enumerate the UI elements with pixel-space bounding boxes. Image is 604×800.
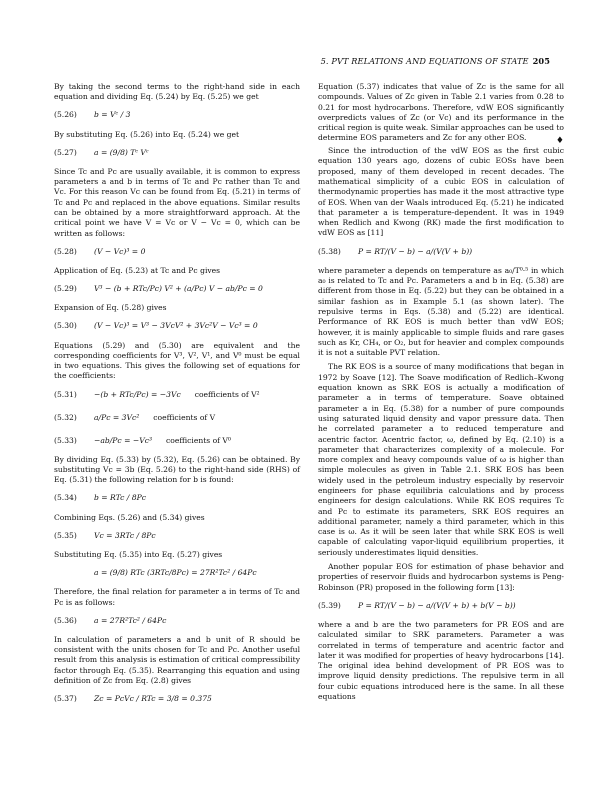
equation-note: coefficients of V² (194, 389, 260, 399)
equation-number: (5.34) (54, 493, 77, 503)
running-title: 5. PVT RELATIONS AND EQUATIONS OF STATE (320, 56, 529, 66)
equation-number: (5.33) (54, 435, 77, 445)
equation-body: V³ − (b + RTc/Pc) V² + (a/Pc) V − ab/Pc = 0 (94, 284, 263, 294)
left-column (54, 82, 300, 713)
paragraph: By taking the second terms to the right-hand side in each equation and dividing Eq. (5.24) by Eq. (5.25) we get (54, 82, 300, 102)
equation-number: (5.27) (54, 147, 77, 157)
equation-5-32 (54, 409, 300, 427)
equation-body: (V − Vc)³ = V³ − 3VcV² + 3Vc²V − Vc³ = 0 (94, 321, 258, 331)
equation-5-26 (54, 107, 300, 125)
running-head (321, 56, 550, 66)
paragraph: Application of Eq. (5.23) at Tc and Pc gives (54, 265, 221, 275)
paragraph: Equations (5.29) and (5.30) are equivalent and the corresponding coefficients for V³, V², V¹, and V⁰ must be equal in two equations. This gives the following set of equations for the coefficients: (54, 340, 300, 381)
paragraph: Another popular EOS for estimation of phase behavior and properties of reservoir fluids and hydrocarbon systems is Peng-Robinson (PR) proposed in the following form [13]: (318, 562, 564, 592)
equation-body: P = RT/(V − b) − a/(V(V + b)) (358, 246, 473, 256)
equation-body: Zc = PcVc / RTc = 3/8 = 0.375 (94, 694, 212, 704)
equation-number: (5.35) (54, 530, 77, 540)
equation-5-38 (318, 243, 564, 261)
paragraph: Expansion of Eq. (5.28) gives (54, 303, 167, 313)
paragraph: The RK EOS is a source of many modifications that began in 1972 by Soave [12]. The Soave modification of Redlich–Kwong equation known as SRK EOS is actually a modification of parameter a in terms of temperature. Soave obtained parameter a in Eq. (5.38) for a number of pure compounds using saturated liquid density and vapor pressure data. Then he correlated parameter a to reduced temperature and acentric factor. Acentric factor, ω, defined by Eq. (2.10) is a parameter that characterizes complexity of a molecule. For more complex and heavy compounds value of ω is higher than simple molecules as given in Table 2.1. SRK EOS has been widely used in the petroleum industry especially by reservoir engineers for phase equilibria calculations and by process engineers for design calculations. While RK EOS requires Tc and Pc to estimate its parameters, SRK EOS requires an additional parameter, namely a third parameter, which in this case is ω. As it will be seen later that while SRK EOS is well capable of calculating vapor-liquid equilibrium properties, it seriously underestimates liquid densities. (318, 362, 564, 557)
equation-5-27 (54, 144, 300, 162)
example-end-mark: ♦ (555, 135, 564, 146)
equation-body: (V − Vc)³ = 0 (94, 246, 146, 256)
equation-number: (5.36) (54, 615, 77, 625)
equation-5-36 (54, 612, 300, 630)
equation-body: b = Vᶜ / 3 (94, 110, 131, 120)
equation-number: (5.32) (54, 412, 77, 422)
paragraph: By substituting Eq. (5.26) into Eq. (5.24) we get (54, 129, 240, 139)
equation-number: (5.37) (54, 694, 77, 704)
right-column (318, 82, 564, 706)
equation-5-31 (54, 386, 300, 404)
equation-5-30 (54, 318, 300, 336)
equation-5-35 (54, 527, 300, 545)
equation-5-29 (54, 280, 300, 298)
paragraph: where parameter a depends on temperature as a₀/T⁰·⁵ in which a₀ is related to Tc and Pc. Parameters a and b in Eq. (5.38) are different from those in Eq. (5.22) but they can be obtained in a similar fashion as in Example 5.1 (as shown later). The repulsive terms in Eqs. (5.38) and (5.22) are identical. Performance of RK EOS is much better than vdW EOS; however, it is mainly applicable to simple fluids and rare gases such as Kr, CH₄, or O₂, but for heavier and complex compounds it is not a suitable PVT relation. (318, 265, 564, 358)
equation-body: a = (9/8) Tᶜ Vᶜ (94, 147, 149, 157)
equation-5-34 (54, 490, 300, 508)
equation-5-33 (54, 432, 300, 450)
equation-5-37 (54, 690, 300, 708)
equation-body: −(b + RTc/Pc) = −3Vc (94, 389, 181, 399)
equation-substitution (54, 564, 300, 582)
equation-number: (5.31) (54, 389, 77, 399)
paragraph: Combining Eqs. (5.26) and (5.34) gives (54, 512, 205, 522)
paragraph: In calculation of parameters a and b unit of R should be consistent with the units chosen for Tc and Pc. Another useful result from this analysis is estimation of critical compressibility factor through Eq. (5.35). Rearranging this equation and using definition of Zc from Eq. (2.8) gives (54, 634, 300, 686)
equation-body: b = RTc / 8Pc (94, 493, 146, 503)
equation-number: (5.30) (54, 321, 77, 331)
equation-body: a = 27R²Tc² / 64Pc (94, 615, 167, 625)
paragraph: where a and b are the two parameters for PR EOS and are calculated similar to SRK parameters. Parameter a was correlated in terms of temperature and acentric factor and later it was modified for properties of heavy hydrocarbons [14]. The original idea behind development of PR EOS was to improve liquid density predictions. The repulsive term in all four cubic equations introduced here is the same. In all these equations (318, 619, 564, 702)
equation-note: coefficients of V (153, 412, 216, 422)
equation-number: (5.28) (54, 246, 77, 256)
page-number: 205 (532, 56, 550, 66)
equation-body: Vc = 3RTc / 8Pc (94, 530, 156, 540)
equation-5-28 (54, 243, 300, 261)
equation-body: −ab/Pc = −Vc³ (94, 435, 153, 445)
equation-number: (5.26) (54, 110, 77, 120)
paragraph: Since the introduction of the vdW EOS as the first cubic equation 130 years ago, dozens of cubic EOSs have been proposed, many of them developed in recent decades. The mathematical simplicity of a cubic EOS in calculation of thermodynamic properties has made it the most attractive type of EOS. When van der Waals introduced Eq. (5.21) he indicated that parameter a is temperature-dependent. It was in 1949 when Redlich and Kwong (RK) made the first modification to vdW EOS as [11] (318, 146, 564, 238)
equation-5-39 (318, 597, 564, 615)
equation-body: a = (9/8) RTc (3RTc/8Pc) = 27R²Tc² / 64Pc (94, 568, 257, 578)
equation-body: P = RT/(V − b) − a/(V(V + b) + b(V − b)) (358, 600, 516, 610)
paragraph: Therefore, the final relation for parameter a in terms of Tc and Pc is as follows: (54, 587, 300, 607)
paragraph: By dividing Eq. (5.33) by (5.32), Eq. (5.26) can be obtained. By substituting Vc = 3b (Eq. 5.26) to the right-hand side (RHS) of Eq. (5.31) the following relation for b is found: (54, 454, 300, 485)
paragraph: Since Tc and Pc are usually available, it is common to express parameters a and b in terms of Tc and Pc rather than Tc and Vc. For this reason Vc can be found from Eq. (5.21) in terms of Tc and Pc and replaced in the above equations. Similar results can be obtained by a more straightforward approach. At the critical point we have V = Vc or V − Vc = 0, which can be written as follows: (54, 166, 300, 238)
equation-number: (5.38) (318, 246, 341, 256)
paragraph: Equation (5.37) indicates that value of Zc is the same for all compounds. Values of Zc given in Table 2.1 varies from 0.28 to 0.21 for most hydrocarbons. Therefore, vdW EOS significantly overpredicts values of Zc (or Vc) and its performance in the critical region is quite weak. Similar approaches can be used to determine EOS parameters and Zc for any other EOS. (318, 82, 564, 143)
equation-number: (5.29) (54, 284, 77, 294)
equation-number: (5.39) (318, 600, 341, 610)
equation-body: a/Pc = 3Vc² (94, 412, 140, 422)
paragraph: Substituting Eq. (5.35) into Eq. (5.27) gives (54, 549, 223, 559)
equation-note: coefficients of V⁰ (166, 435, 231, 445)
